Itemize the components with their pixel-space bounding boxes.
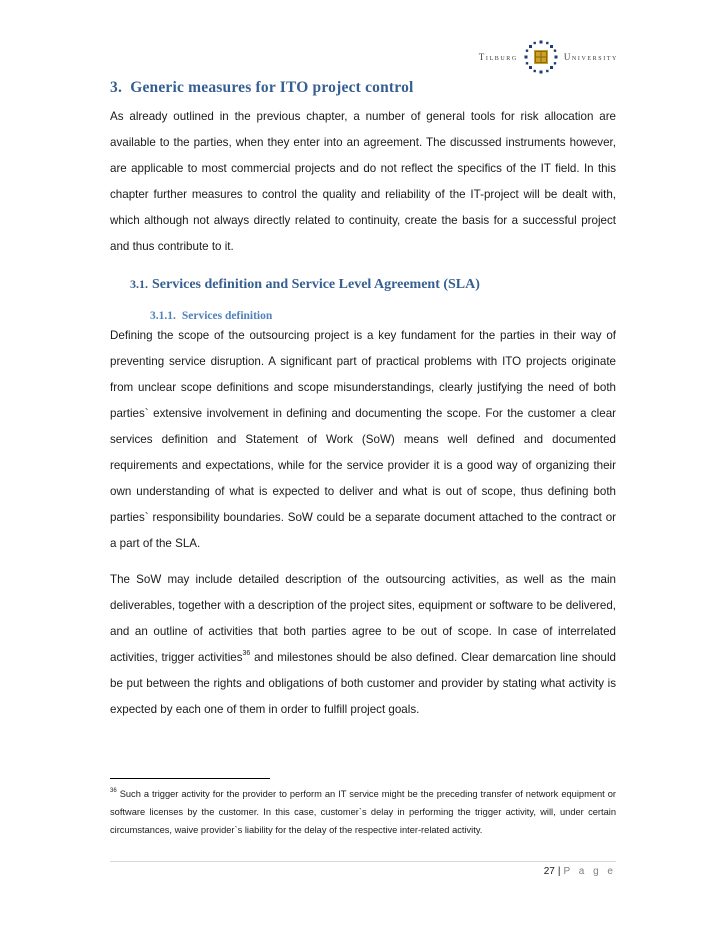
subsection-number: 3.1. bbox=[130, 277, 148, 291]
page-content bbox=[110, 78, 616, 723]
subsubsection-title: Services definition bbox=[181, 310, 273, 322]
footnote bbox=[110, 785, 616, 839]
university-logo bbox=[479, 40, 618, 74]
logo-text-left: Tilburg bbox=[478, 52, 518, 62]
page-number: 27 bbox=[543, 866, 555, 877]
section-title: Generic measures for ITO project control bbox=[130, 79, 414, 96]
university-emblem-icon bbox=[524, 40, 558, 74]
body-paragraph-2 bbox=[110, 567, 616, 723]
subsubsection-number: 3.1.1. bbox=[150, 310, 176, 322]
body-paragraph-2-start: The SoW may include detailed description of the outsourcing activities, as well as the main deliverables, together with a description of the project sites, equipment or software to be delivered, and an outline of activities that both parties agree to be out of scope. In case of interrelated activities, trigger activities bbox=[110, 573, 616, 664]
body-paragraph-1: Defining the scope of the outsourcing project is a key fundament for the parties in their way of preventing service disruption. A significant part of practical problems with ITO projects originate from unclear scope definitions and scope misunderstandings, clearly justifying the need of both parties` extensive involvement in defining and documenting the scope. For the customer a clear services definition and Statement of Work (SoW) means well defined and documented requirements and expectations, while for the service provider it is a good way of organizing their own understanding of what is expected to deliver and what is out of scope, thus defining both parties` responsibility boundaries. SoW could be a separate document attached to the contract or a part of the SLA. bbox=[110, 329, 616, 550]
section-number: 3. bbox=[110, 79, 123, 96]
footnote-separator bbox=[110, 778, 270, 779]
section-heading bbox=[110, 78, 616, 98]
footnote-number: 36 bbox=[110, 788, 117, 794]
footnote-text: Such a trigger activity for the provider to perform an IT service might be the preceding transfer of network equipment or software licenses by the customer. In this case, customer`s delay in performing the trigger activity, will, under certain circumstances, waive provider`s liability for the delay of the respective inter-related activity. bbox=[110, 789, 616, 835]
page-footer bbox=[544, 866, 616, 877]
section-intro-paragraph: As already outlined in the previous chapter, a number of general tools for risk allocation are available to the parties, when they enter into an agreement. The discussed instruments however, are applicable to most commercial projects and do not reflect the specifics of the IT field. In this chapter further measures to control the quality and reliability of the IT-project will be dealt with, which although not always directly related to continuity, create the basis for a successful project and thus contribute to it. bbox=[110, 110, 616, 253]
subsubsection-heading bbox=[110, 309, 616, 323]
body-paragraph-2-end: and milestones should be also defined. Clear demarcation line should be put between the rights and obligations of both customer and provider by stating what activity is expected by each one of them in order to fulfill project goals. bbox=[110, 651, 617, 716]
subsection-title: Services definition and Service Level Agreement (SLA) bbox=[152, 277, 480, 292]
subsection-heading bbox=[110, 274, 616, 295]
footnote-reference[interactable]: 36 bbox=[242, 650, 251, 657]
page-label: P a g e bbox=[563, 866, 616, 877]
logo-text-right: University bbox=[563, 52, 618, 62]
footer-separator: | bbox=[557, 866, 561, 877]
footer-divider bbox=[110, 861, 616, 862]
